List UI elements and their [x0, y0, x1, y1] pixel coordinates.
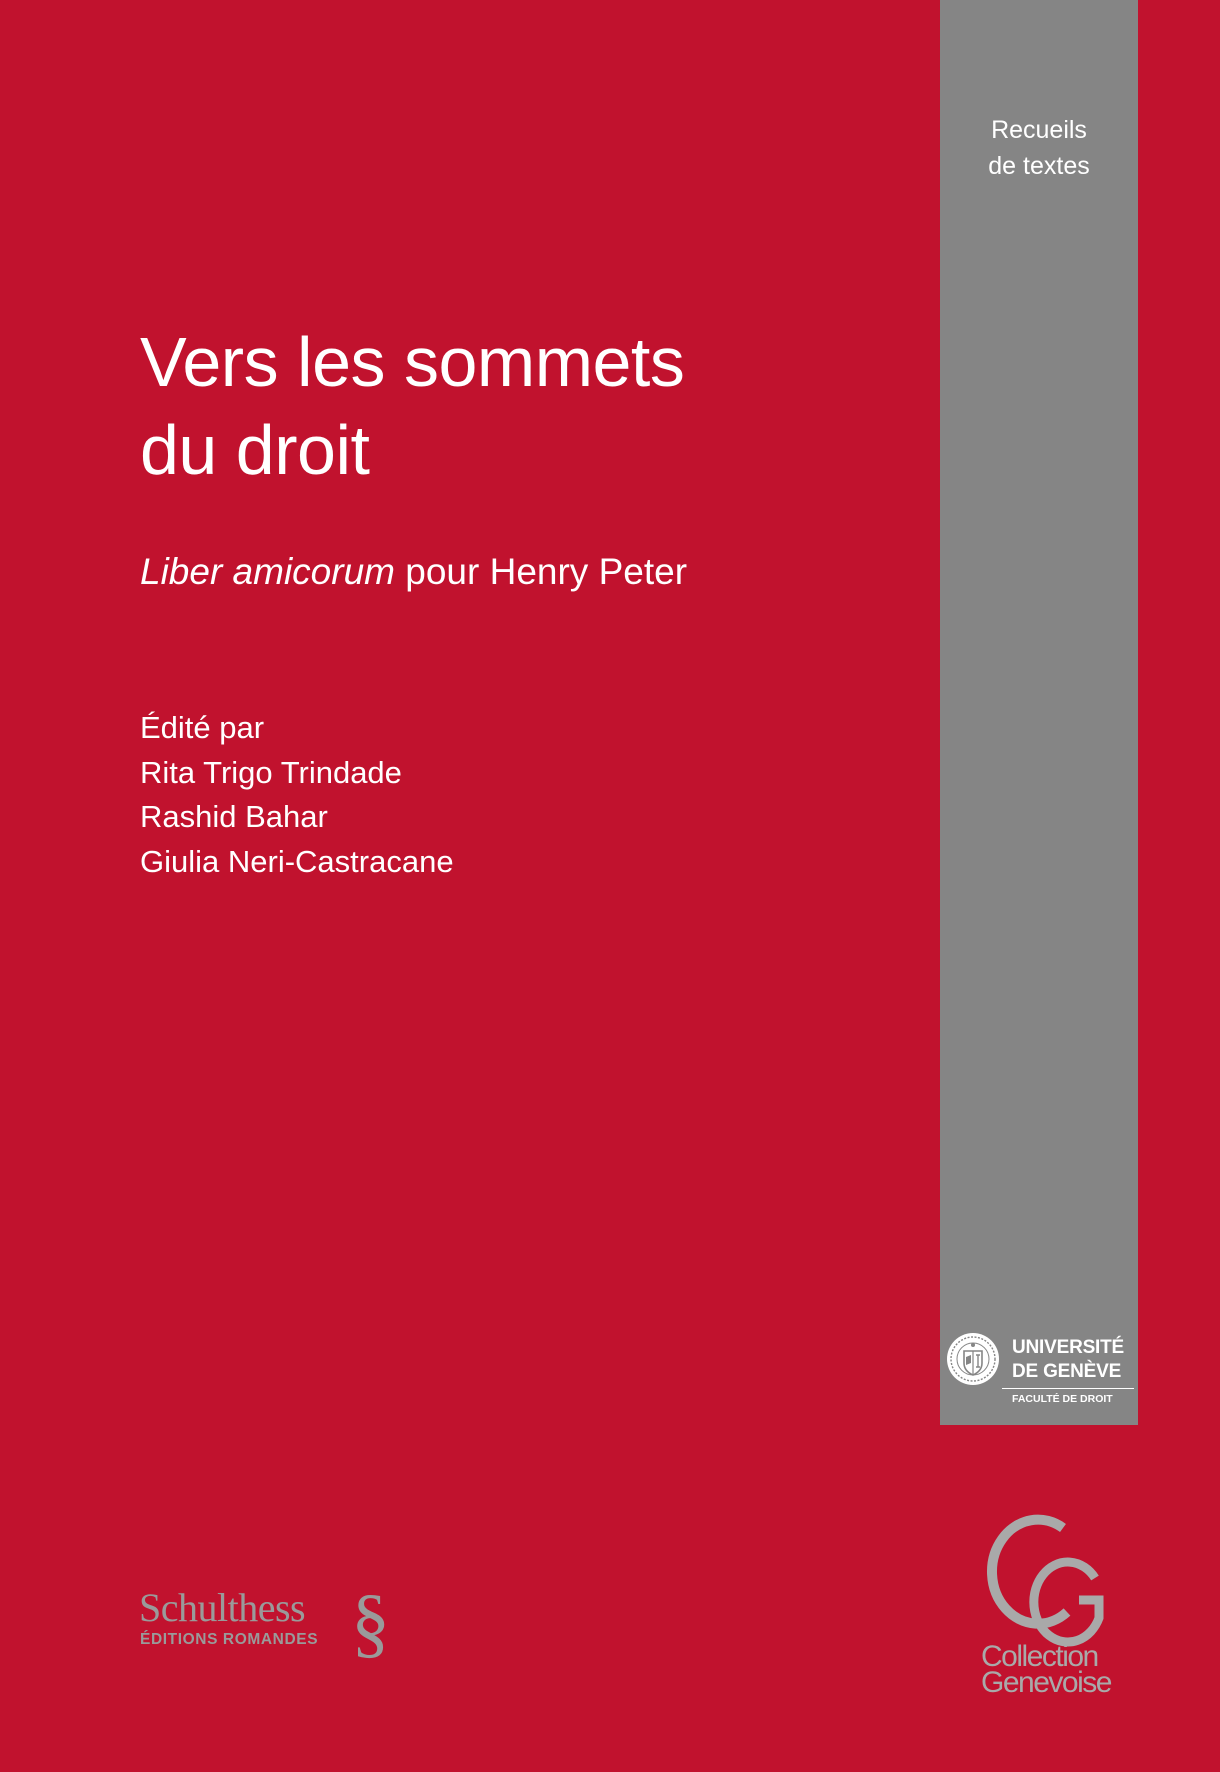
series-label: [940, 112, 1138, 184]
series-line-2: de textes: [988, 152, 1090, 180]
university-divider: [1002, 1388, 1134, 1389]
university-seal-icon: [946, 1332, 1000, 1386]
publisher-imprint: ÉDITIONS ROMANDES: [140, 1631, 319, 1648]
collection-line-2: Genevoise: [981, 1666, 1111, 1699]
book-title: [140, 318, 684, 494]
editors-label: Édité par: [140, 710, 265, 745]
faculty-name: FACULTÉ DE DROIT: [1012, 1393, 1113, 1405]
cg-monogram-icon: [975, 1500, 1115, 1650]
title-line-2: du droit: [140, 411, 370, 489]
editor-name: Rita Trigo Trindade: [140, 754, 402, 790]
university-name: [1012, 1336, 1124, 1384]
series-line-1: Recueils: [991, 116, 1087, 144]
series-band: [940, 0, 1138, 1425]
editor-name: Giulia Neri-Castracane: [140, 843, 454, 879]
collection-name: [981, 1640, 1111, 1699]
collection-logo: [975, 1500, 1115, 1700]
subtitle-italic: Liber amicorum: [140, 551, 395, 592]
title-line-1: Vers les sommets: [140, 323, 685, 401]
publisher-name: Schulthess: [139, 1585, 306, 1630]
university-logo: [946, 1332, 1134, 1410]
editors-block: [140, 706, 454, 884]
editor-name: Rashid Bahar: [140, 799, 328, 834]
collection-line-1: Collection: [981, 1640, 1098, 1673]
book-subtitle: [140, 548, 687, 596]
university-line-1: UNIVERSITÉ: [1012, 1337, 1125, 1358]
section-sign-icon: §: [351, 1578, 390, 1665]
university-line-2: DE GENÈVE: [1012, 1361, 1122, 1382]
subtitle-rest: pour Henry Peter: [394, 551, 688, 592]
publisher-logo: [139, 1578, 399, 1666]
